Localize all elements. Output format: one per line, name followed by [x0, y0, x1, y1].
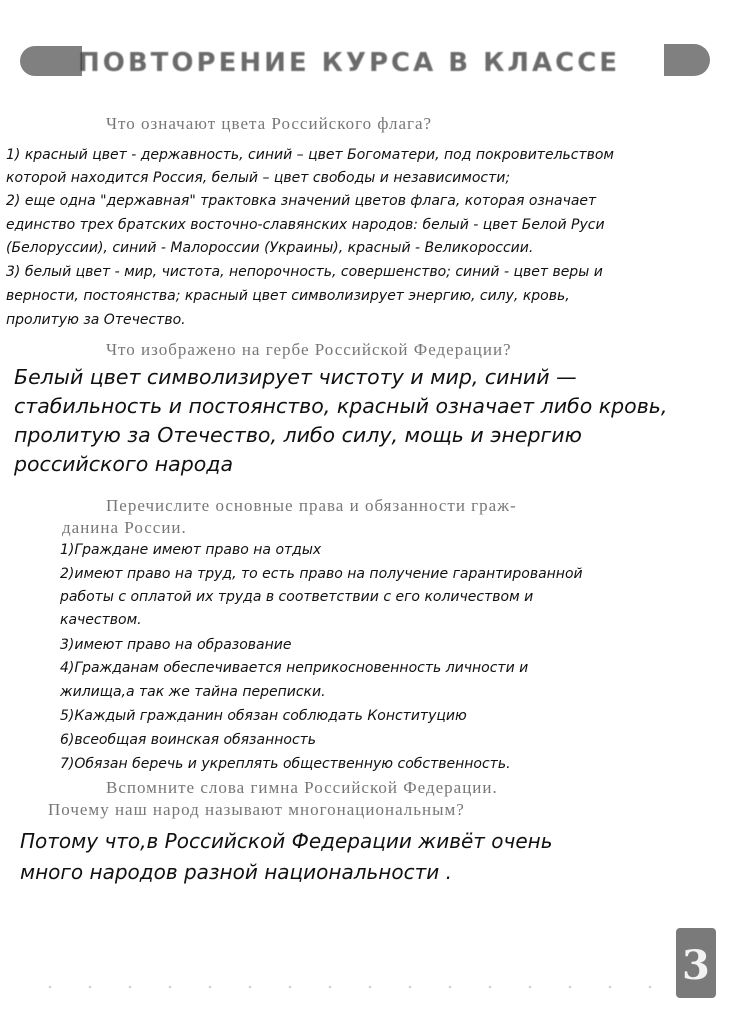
flag-question: Что означают цвета Российского флага?	[106, 114, 433, 133]
rights-answer-line: работы с оплатой их труда в соответствии с его количеством и	[60, 589, 534, 605]
flag-answer-line: единство трех братских восточно-славянских народов: белый - цвет Белой Руси	[6, 217, 605, 233]
emblem-answer-line: Белый цвет символизирует чистоту и мир, синий —	[14, 365, 577, 389]
anthem-question-line: Вспомните слова гимна Российской Федерации.	[106, 778, 498, 797]
emblem-question: Что изображено на гербе Российской Федерации?	[106, 340, 512, 359]
footer-noise	[30, 984, 660, 990]
header-banner	[20, 38, 710, 90]
rights-answer-line: 3)имеют право на образование	[60, 637, 292, 653]
emblem-answer-line: стабильность и постоянство, красный означает либо кровь,	[14, 394, 668, 418]
rights-answer-line: 5)Каждый гражданин обязан соблюдать Конституцию	[60, 708, 467, 724]
rights-answer-line: 1)Граждане имеют право на отдых	[60, 542, 322, 558]
emblem-answer-line: российского народа	[14, 452, 234, 476]
ribbon-right-icon	[664, 44, 710, 76]
flag-answer-line: 2) еще одна "державная" трактовка значений цветов флага, которая означает	[6, 193, 597, 209]
rights-answer-line: жилища,а так же тайна переписки.	[60, 684, 326, 700]
rights-answer-line: 7)Обязан беречь и укреплять общественную собственность.	[60, 756, 511, 772]
rights-question-line: Перечислите основные права и обязанности граж-	[106, 496, 517, 515]
ribbon-left-icon	[20, 46, 82, 76]
rights-question-line: данина России.	[62, 518, 187, 537]
rights-answer-line: 4)Гражданам обеспечивается неприкосновенность личности и	[60, 660, 529, 676]
anthem-question-line: Почему наш народ называют многонациональным?	[48, 800, 465, 819]
emblem-answer-line: пролитую за Отечество, либо силу, мощь и энергию	[14, 423, 582, 447]
flag-answer-line: 1) красный цвет - державность, синий – цвет Богоматери, под покровительством	[6, 147, 614, 163]
flag-answer-line: пролитую за Отечество.	[6, 312, 186, 328]
flag-answer-line: 3) белый цвет - мир, чистота, непорочность, совершенство; синий - цвет веры и	[6, 264, 603, 280]
anthem-answer-line: Потому что,в Российской Федерации живёт очень	[20, 829, 553, 853]
rights-answer-line: 2)имеют право на труд, то есть право на получение гарантированной	[60, 566, 583, 582]
flag-answer-line: которой находится Россия, белый – цвет свободы и независимости;	[6, 170, 511, 186]
rights-answer-line: качеством.	[60, 612, 142, 628]
rights-answer-line: 6)всеобщая воинская обязанность	[60, 732, 317, 748]
anthem-answer-line: много народов разной национальности .	[20, 860, 452, 884]
page-number: 3	[682, 942, 710, 989]
banner-title: ПОВТОРЕНИЕ КУРСА В КЛАССЕ	[78, 48, 621, 78]
flag-answer-line: (Белоруссии), синий - Малороссии (Украины), красный - Великороссии.	[6, 240, 534, 256]
flag-answer-line: верности, постоянства; красный цвет символизирует энергию, силу, кровь,	[6, 288, 570, 304]
page-corner-tab-icon	[676, 928, 716, 998]
